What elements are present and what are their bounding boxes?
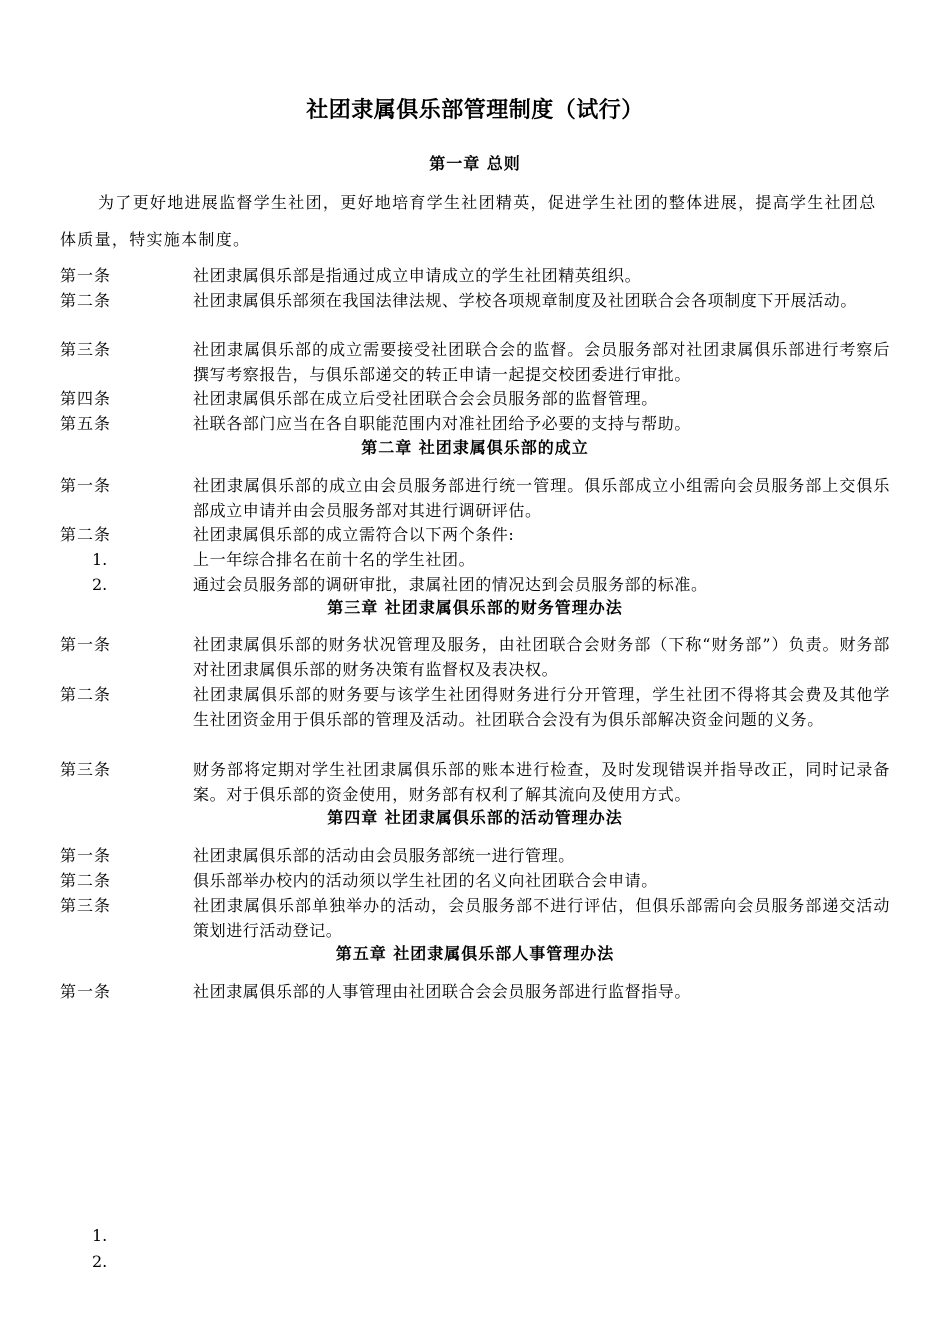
article [0,979,950,1004]
article [0,411,950,436]
chapter-4-heading: 第四章 社团隶属俱乐部的活动管理办法 [327,808,623,827]
document-title: 社团隶属俱乐部管理制度（试行） [306,98,644,123]
footer-list-number: 2. [92,1252,108,1271]
article-label: 第二条 [60,871,112,890]
article-text: 社团隶属俱乐部在成立后受社团联合会会员服务部的监督管理。 [193,389,658,408]
article [0,843,950,868]
chapter-1-heading: 第一章 总则 [429,154,521,173]
article-label: 第一条 [60,635,112,654]
list-text: 上一年综合排名在前十名的学生社团。 [193,550,476,569]
article [0,288,950,313]
article [0,522,950,547]
article [0,757,950,807]
article-text: 社团隶属俱乐部的活动由会员服务部统一进行管理。 [193,846,575,865]
article [0,473,950,523]
list-text: 通过会员服务部的调研审批，隶属社团的情况达到会员服务部的标准。 [193,575,708,594]
article-text: 社团隶属俱乐部须在我国法律法规、学校各项规章制度及社团联合会各项制度下开展活动。 [193,291,858,310]
article-label: 第一条 [60,476,112,495]
article [0,632,950,682]
article [0,386,950,411]
article-label: 第四条 [60,389,112,408]
article-text: 俱乐部举办校内的活动须以学生社团的名义向社团联合会申请。 [193,871,658,890]
article-text: 社团隶属俱乐部的成立需符合以下两个条件: [193,525,515,544]
article-label: 第二条 [60,291,112,310]
chapter-3-heading: 第三章 社团隶属俱乐部的财务管理办法 [327,598,623,617]
article [0,263,950,288]
list-item [0,547,950,572]
list-number: 2. [92,575,108,594]
article-label: 第一条 [60,846,112,865]
article-text: 社联各部门应当在各自职能范围内对准社团给予必要的支持与帮助。 [193,414,692,433]
article-text: 社团隶属俱乐部的成立需要接受社团联合会的监督。会员服务部对社团隶属俱乐部进行考察后撰写考察报告，与俱乐部递交的转正申请一起提交校团委进行审批。 [193,340,890,384]
article-text: 社团隶属俱乐部的财务状况管理及服务，由社团联合会财务部（下称“财务部”）负责。财务部对社团隶属俱乐部的财务决策有监督权及表决权。 [193,635,890,679]
article-text: 财务部将定期对学生社团隶属俱乐部的账本进行检查，及时发现错误并指导改正，同时记录备案。对于俱乐部的资金使用，财务部有权利了解其流向及使用方式。 [193,760,890,804]
article-label: 第二条 [60,685,112,704]
article-label: 第一条 [60,266,112,285]
chapter-5-heading: 第五章 社团隶属俱乐部人事管理办法 [335,944,615,963]
chapter-1-intro: 为了更好地进展监督学生社团，更好地培育学生社团精英，促进学生社团的整体进展，提高学生社团总体质量，特实施本制度。 [60,193,877,249]
article [0,337,950,387]
article-text: 社团隶属俱乐部的人事管理由社团联合会会员服务部进行监督指导。 [193,982,692,1001]
article-label: 第一条 [60,982,112,1001]
article-label: 第二条 [60,525,112,544]
article-text: 社团隶属俱乐部是指通过成立申请成立的学生社团精英组织。 [193,266,642,285]
article-text: 社团隶属俱乐部的财务要与该学生社团得财务进行分开管理，学生社团不得将其会费及其他学生社团资金用于俱乐部的管理及活动。社团联合会没有为俱乐部解决资金问题的义务。 [193,685,890,729]
chapter-2-heading: 第二章 社团隶属俱乐部的成立 [361,438,589,457]
article-text: 社团隶属俱乐部单独举办的活动，会员服务部不进行评估，但俱乐部需向会员服务部递交活动策划进行活动登记。 [193,896,890,940]
article-text: 社团隶属俱乐部的成立由会员服务部进行统一管理。俱乐部成立小组需向会员服务部上交俱乐部成立申请并由会员服务部对其进行调研评估。 [193,476,890,520]
article-label: 第三条 [60,896,112,915]
footer-list-number: 1. [92,1226,108,1245]
article-label: 第三条 [60,760,112,779]
article [0,682,950,732]
list-number: 1. [92,550,108,569]
article-label: 第三条 [60,340,112,359]
list-item [0,572,950,597]
article [0,868,950,893]
article [0,893,950,943]
article-label: 第五条 [60,414,112,433]
